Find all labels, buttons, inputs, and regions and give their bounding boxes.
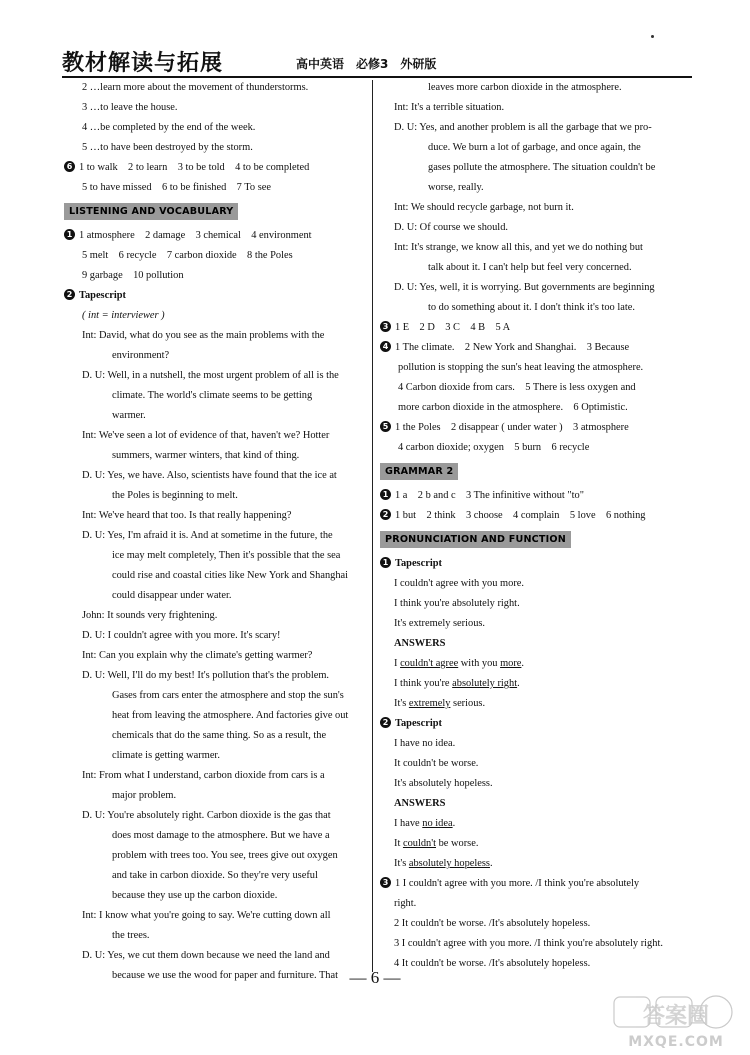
section-heading-wrap: [380, 458, 680, 486]
answer-line: 4 1 The climate. 2 New York and Shanghai. 3 Because: [380, 338, 680, 358]
dialogue-line: D. U: Of course we should.: [394, 222, 508, 233]
answer-line: pollution is stopping the sun's heat leaving the atmosphere.: [398, 362, 644, 373]
stressed-words: absolutely right: [452, 678, 518, 689]
dialogue-line: Int: Can you explain why the climate's getting warmer?: [82, 650, 313, 661]
tapescript-line: I think you're absolutely right.: [394, 598, 520, 609]
dialogue-line: duce. We burn a lot of garbage, and once again, the: [428, 142, 641, 153]
answer-line: It couldn't be worse.: [394, 838, 479, 849]
watermark-logo-text: 答案圈: [642, 1004, 710, 1029]
stressed-words: no idea: [422, 818, 453, 829]
tapescript-heading: 2 Tapescript: [380, 714, 680, 734]
answer-line: 9 garbage 10 pollution: [82, 270, 184, 281]
answer-line: I couldn't agree with you more.: [394, 658, 525, 669]
dialogue-line: Int: We've heard that too. Is that really happening?: [82, 510, 292, 521]
answer-line: 3 1 E 2 D 3 C 4 B 5 A: [380, 318, 680, 338]
section-heading: GRAMMAR 2: [380, 463, 458, 480]
stressed-words: extremely: [408, 698, 451, 709]
dialogue-line: the trees.: [112, 930, 150, 941]
exercise-number-badge: 1: [380, 489, 391, 500]
answer-line: 5 to have missed 6 to be finished 7 To see: [82, 182, 271, 193]
answer-line: 3 I couldn't agree with you more. /I think you're absolutely right.: [394, 938, 663, 949]
section-heading-wrap: [380, 526, 680, 554]
dialogue-line: Gases from cars enter the atmosphere and stop the sun's: [112, 690, 344, 701]
tapescript-line: It couldn't be worse.: [394, 758, 479, 769]
exercise-number-badge: 2: [380, 509, 391, 520]
stressed-words: couldn't agree: [400, 658, 459, 669]
dialogue-line: leaves more carbon dioxide in the atmosphere.: [428, 82, 622, 93]
answer-line: 5 melt 6 recycle 7 carbon dioxide 8 the Poles: [82, 250, 293, 261]
answer-line: I think you're absolutely right.: [394, 678, 520, 689]
dialogue-line: D. U: You're absolutely right. Carbon dioxide is the gas that: [82, 810, 331, 821]
stressed-words: more: [500, 658, 522, 669]
dialogue-line: Int: It's strange, we know all this, and yet we do nothing but: [394, 242, 643, 253]
answer-line: 3 1 I couldn't agree with you more. /I think you're absolutely: [380, 874, 680, 894]
exercise-number-badge: 3: [380, 877, 391, 888]
site-watermark: [612, 994, 740, 1052]
dialogue-line: because we use the wood for paper and furniture. That: [112, 970, 339, 981]
dialogue-line: climate is getting warmer.: [112, 750, 220, 761]
tapescript-line: It's extremely serious.: [394, 618, 486, 629]
dialogue-line: D. U: Well, I'll do my best! It's pollution that's the problem.: [82, 670, 330, 681]
answer-line: 6 1 to walk 2 to learn 3 to be told 4 to be completed: [64, 158, 366, 178]
dialogue-line: D. U: Yes, we cut them down because we need the land and: [82, 950, 330, 961]
answer-line: 4 Carbon dioxide from cars. 5 There is less oxygen and: [398, 382, 636, 393]
tapescript-note: ( int = interviewer ): [82, 310, 165, 321]
answer-line: more carbon dioxide in the atmosphere. 6 Optimistic.: [398, 402, 628, 413]
dialogue-line: warmer.: [112, 410, 146, 421]
dialogue-line: D. U: Well, in a nutshell, the most urgent problem of all is the: [82, 370, 339, 381]
dialogue-line: major problem.: [112, 790, 177, 801]
answer-line: right.: [394, 898, 417, 909]
exercise-number-badge: 2: [64, 289, 75, 300]
dialogue-line: D. U: Yes, well, it is worrying. But governments are beginning: [394, 282, 655, 293]
dialogue-line: Int: We should recycle garbage, not burn it.: [394, 202, 574, 213]
answer-line: 5 …to have been destroyed by the storm.: [82, 142, 253, 153]
answers-heading: ANSWERS: [394, 638, 446, 649]
dialogue-line: D. U: Yes, and another problem is all the garbage that we pro-: [394, 122, 652, 133]
answer-line: I have no idea.: [394, 818, 456, 829]
page-header: [62, 46, 692, 78]
dialogue-line: worse, really.: [428, 182, 484, 193]
dialogue-line: does most damage to the atmosphere. But we have a: [112, 830, 330, 841]
tapescript-line: I have no idea.: [394, 738, 456, 749]
answer-line: 1 1 a 2 b and c 3 The infinitive without "to": [380, 486, 680, 506]
answer-line: 2 It couldn't be worse. /It's absolutely hopeless.: [394, 918, 591, 929]
answer-line: 3 …to leave the house.: [82, 102, 178, 113]
dialogue-line: the Poles is beginning to melt.: [112, 490, 238, 501]
dialogue-line: D. U: Yes, I'm afraid it is. And at sometime in the future, the: [82, 530, 333, 541]
left-column: [64, 78, 366, 986]
answer-line: It's absolutely hopeless.: [394, 858, 493, 869]
dialogue-line: Int: I know what you're going to say. We're cutting down all: [82, 910, 331, 921]
answer-line: 5 1 the Poles 2 disappear ( under water ) 3 atmosphere: [380, 418, 680, 438]
dialogue-line: talk about it. I can't help but feel very concerned.: [428, 262, 632, 273]
answer-line: 2 1 but 2 think 3 choose 4 complain 5 love 6 nothing: [380, 506, 680, 526]
tapescript-heading: 2 Tapescript: [64, 286, 366, 306]
dialogue-line: and take in carbon dioxide. So they're very useful: [112, 870, 318, 881]
dialogue-line: D. U: I couldn't agree with you more. It's scary!: [82, 630, 281, 641]
book-subtitle: 高中英语 必修3 外研版: [296, 57, 437, 71]
answers-heading: ANSWERS: [394, 798, 446, 809]
dialogue-line: because they use up the carbon dioxide.: [112, 890, 278, 901]
exercise-number-badge: 4: [380, 341, 391, 352]
section-heading: LISTENING AND VOCABULARY: [64, 203, 238, 220]
dialogue-line: Int: We've seen a lot of evidence of that, haven't we? Hotter: [82, 430, 330, 441]
section-heading: PRONUNCIATION AND FUNCTION: [380, 531, 571, 548]
answer-line: 1 1 atmosphere 2 damage 3 chemical 4 environment: [64, 226, 366, 246]
dialogue-line: could rise and coastal cities like New York and Shanghai: [112, 570, 349, 581]
dialogue-line: Int: It's a terrible situation.: [394, 102, 505, 113]
exercise-number-badge: 5: [380, 421, 391, 432]
dialogue-line: summers, warmer winters, that kind of thing.: [112, 450, 300, 461]
exercise-number-badge: 6: [64, 161, 75, 172]
dialogue-line: heat from leaving the atmosphere. And factories give out: [112, 710, 349, 721]
right-column: [380, 78, 680, 974]
dialogue-line: chemicals that do the same thing. So as a result, the: [112, 730, 327, 741]
speck: [651, 35, 654, 38]
answer-line: 4 carbon dioxide; oxygen 5 burn 6 recycle: [398, 442, 590, 453]
section-heading-wrap: [64, 198, 366, 226]
tapescript-line: I couldn't agree with you more.: [394, 578, 524, 589]
exercise-number-badge: 3: [380, 321, 391, 332]
stressed-words: couldn't: [402, 838, 436, 849]
stressed-words: absolutely hopeless: [408, 858, 490, 869]
dialogue-line: problem with trees too. You see, trees give out oxygen: [112, 850, 338, 861]
column-divider: [372, 80, 373, 972]
exercise-number-badge: 2: [380, 717, 391, 728]
dialogue-line: ice may melt completely, Then it's possible that the sea: [112, 550, 341, 561]
tapescript-heading: 1 Tapescript: [380, 554, 680, 574]
exercise-number-badge: 1: [64, 229, 75, 240]
tapescript-line: It's absolutely hopeless.: [394, 778, 493, 789]
dialogue-line: climate. The world's climate seems to be getting: [112, 390, 313, 401]
dialogue-line: Int: From what I understand, carbon dioxide from cars is a: [82, 770, 325, 781]
dialogue-line: could disappear under water.: [112, 590, 232, 601]
exercise-number-badge: 1: [380, 557, 391, 568]
dialogue-line: environment?: [112, 350, 170, 361]
answer-line: It's extremely serious.: [394, 698, 486, 709]
dialogue-line: to do something about it. I don't think it's too late.: [428, 302, 635, 313]
dialogue-line: Int: David, what do you see as the main problems with the: [82, 330, 325, 341]
answer-line: 4 It couldn't be worse. /It's absolutely hopeless.: [394, 958, 591, 969]
dialogue-line: gases pollute the atmosphere. The situation couldn't be: [428, 162, 656, 173]
watermark-url-text: MXQE.COM: [628, 1034, 724, 1050]
book-title: 教材解读与拓展: [62, 51, 224, 76]
page-number: — 6 —: [349, 968, 401, 987]
dialogue-line: D. U: Yes, we have. Also, scientists have found that the ice at: [82, 470, 337, 481]
answer-line: 2 …learn more about the movement of thunderstorms.: [82, 82, 309, 93]
answer-line: 4 …be completed by the end of the week.: [82, 122, 256, 133]
dialogue-line: John: It sounds very frightening.: [82, 610, 218, 621]
